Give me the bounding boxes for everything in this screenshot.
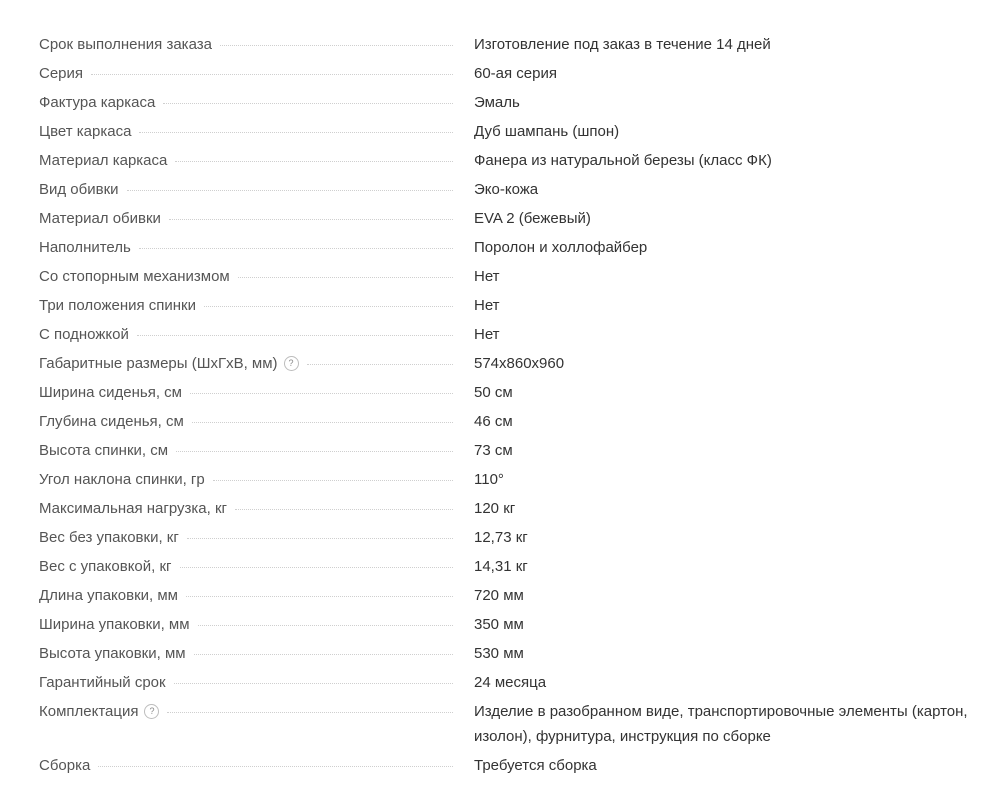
spec-label-cell <box>39 291 453 320</box>
spec-value: Изделие в разобранном виде, транспортировочные элементы (картон, изолон), фурнитура, инструкция по сборке <box>474 703 968 745</box>
spec-value: 110° <box>474 471 504 488</box>
spec-label: Срок выполнения заказа <box>39 36 212 53</box>
spec-label-cell <box>39 639 453 668</box>
spec-label: Гарантийный срок <box>39 674 166 691</box>
spec-label: Высота упаковки, мм <box>39 645 186 662</box>
dotted-leader <box>190 393 453 394</box>
dotted-leader <box>220 45 453 46</box>
spec-value: 12,73 кг <box>474 529 528 546</box>
spec-row <box>39 436 979 465</box>
spec-row <box>39 552 979 581</box>
spec-value: Нет <box>474 268 500 285</box>
spec-label: Со стопорным механизмом <box>39 268 230 285</box>
spec-label: Габаритные размеры (ШхГхВ, мм) <box>39 355 278 372</box>
dotted-leader <box>186 596 453 597</box>
spec-value: Изготовление под заказ в течение 14 дней <box>474 36 771 53</box>
dotted-leader <box>139 132 453 133</box>
spec-label-cell <box>39 494 453 523</box>
dotted-leader <box>137 335 453 336</box>
spec-label-cell <box>39 233 453 262</box>
spec-value: Нет <box>474 326 500 343</box>
spec-label: Фактура каркаса <box>39 94 156 111</box>
dotted-leader <box>204 306 453 307</box>
spec-row <box>39 378 979 407</box>
spec-label: Вес с упаковкой, кг <box>39 558 172 575</box>
dotted-leader <box>194 654 453 655</box>
spec-label-cell <box>39 523 453 552</box>
spec-value: Требуется сборка <box>474 757 597 774</box>
spec-row <box>39 233 979 262</box>
spec-row <box>39 349 979 378</box>
dotted-leader <box>213 480 453 481</box>
spec-value: 50 см <box>474 384 513 401</box>
dotted-leader <box>167 712 453 713</box>
spec-label-cell <box>39 117 453 146</box>
spec-label: Высота спинки, см <box>39 442 169 459</box>
spec-label-cell <box>39 320 453 349</box>
spec-label-cell <box>39 697 453 726</box>
spec-label-cell <box>39 204 453 233</box>
spec-value: 574x860x960 <box>474 355 565 372</box>
spec-label-cell <box>39 59 453 88</box>
spec-label: Глубина сиденья, см <box>39 413 184 430</box>
spec-label-cell <box>39 407 453 436</box>
spec-row <box>39 204 979 233</box>
spec-label: Серия <box>39 65 84 82</box>
spec-row <box>39 30 979 59</box>
dotted-leader <box>163 103 453 104</box>
dotted-leader <box>127 190 453 191</box>
spec-value: 720 мм <box>474 587 524 604</box>
dotted-leader <box>198 625 453 626</box>
spec-label-cell <box>39 146 453 175</box>
dotted-leader <box>192 422 453 423</box>
spec-value: 24 месяца <box>474 674 547 691</box>
spec-label-cell <box>39 30 453 59</box>
spec-label-cell <box>39 88 453 117</box>
spec-row <box>39 465 979 494</box>
dotted-leader <box>307 364 453 365</box>
spec-value: EVA 2 (бежевый) <box>474 210 591 227</box>
spec-row <box>39 610 979 639</box>
spec-value: 46 см <box>474 413 513 430</box>
spec-label: Ширина сиденья, см <box>39 384 182 401</box>
spec-value: 73 см <box>474 442 513 459</box>
spec-label: Цвет каркаса <box>39 123 132 140</box>
spec-label: Максимальная нагрузка, кг <box>39 500 228 517</box>
spec-row <box>39 117 979 146</box>
spec-row <box>39 146 979 175</box>
spec-label: Вес без упаковки, кг <box>39 529 179 546</box>
spec-label: Материал каркаса <box>39 152 168 169</box>
spec-row <box>39 320 979 349</box>
spec-row <box>39 668 979 697</box>
spec-label-cell <box>39 751 453 780</box>
dotted-leader <box>139 248 453 249</box>
spec-label: Ширина упаковки, мм <box>39 616 190 633</box>
spec-row <box>39 262 979 291</box>
dotted-leader <box>180 567 453 568</box>
dotted-leader <box>91 74 453 75</box>
spec-label-cell <box>39 175 453 204</box>
spec-value: 14,31 кг <box>474 558 528 575</box>
specifications-list <box>39 30 979 780</box>
spec-label-cell <box>39 262 453 291</box>
spec-value: Дуб шампань (шпон) <box>474 123 620 140</box>
spec-label: Комплектация <box>39 703 139 720</box>
dotted-leader <box>235 509 453 510</box>
help-icon[interactable]: ? <box>284 356 299 371</box>
spec-label: Вид обивки <box>39 181 119 198</box>
spec-value: Фанера из натуральной березы (класс ФК) <box>474 152 772 169</box>
dotted-leader <box>174 683 453 684</box>
spec-label-cell <box>39 436 453 465</box>
spec-label-cell <box>39 552 453 581</box>
dotted-leader <box>98 766 453 767</box>
spec-label-cell <box>39 378 453 407</box>
spec-row <box>39 175 979 204</box>
spec-value: Эмаль <box>474 94 520 111</box>
spec-value: 120 кг <box>474 500 516 517</box>
spec-row <box>39 639 979 668</box>
help-icon[interactable]: ? <box>144 704 159 719</box>
dotted-leader <box>176 451 453 452</box>
spec-value: Поролон и холлофайбер <box>474 239 648 256</box>
spec-row <box>39 581 979 610</box>
spec-value: 530 мм <box>474 645 524 662</box>
spec-label-cell <box>39 349 453 378</box>
spec-label-cell <box>39 668 453 697</box>
spec-label-cell <box>39 465 453 494</box>
spec-row <box>39 494 979 523</box>
spec-value: Нет <box>474 297 500 314</box>
dotted-leader <box>169 219 453 220</box>
spec-label: Длина упаковки, мм <box>39 587 178 604</box>
spec-value: 60-ая серия <box>474 65 557 82</box>
spec-label: Сборка <box>39 757 91 774</box>
spec-label: Три положения спинки <box>39 297 196 314</box>
spec-row <box>39 88 979 117</box>
spec-value: Эко-кожа <box>474 181 539 198</box>
spec-label: Наполнитель <box>39 239 131 256</box>
spec-row <box>39 697 979 751</box>
spec-row <box>39 407 979 436</box>
spec-label: С подножкой <box>39 326 129 343</box>
dotted-leader <box>238 277 453 278</box>
spec-row <box>39 751 979 780</box>
dotted-leader <box>187 538 453 539</box>
spec-label: Угол наклона спинки, гр <box>39 471 205 488</box>
spec-label-cell <box>39 581 453 610</box>
dotted-leader <box>175 161 453 162</box>
spec-value: 350 мм <box>474 616 524 633</box>
spec-row <box>39 523 979 552</box>
spec-label: Материал обивки <box>39 210 161 227</box>
spec-row <box>39 291 979 320</box>
spec-row <box>39 59 979 88</box>
spec-label-cell <box>39 610 453 639</box>
